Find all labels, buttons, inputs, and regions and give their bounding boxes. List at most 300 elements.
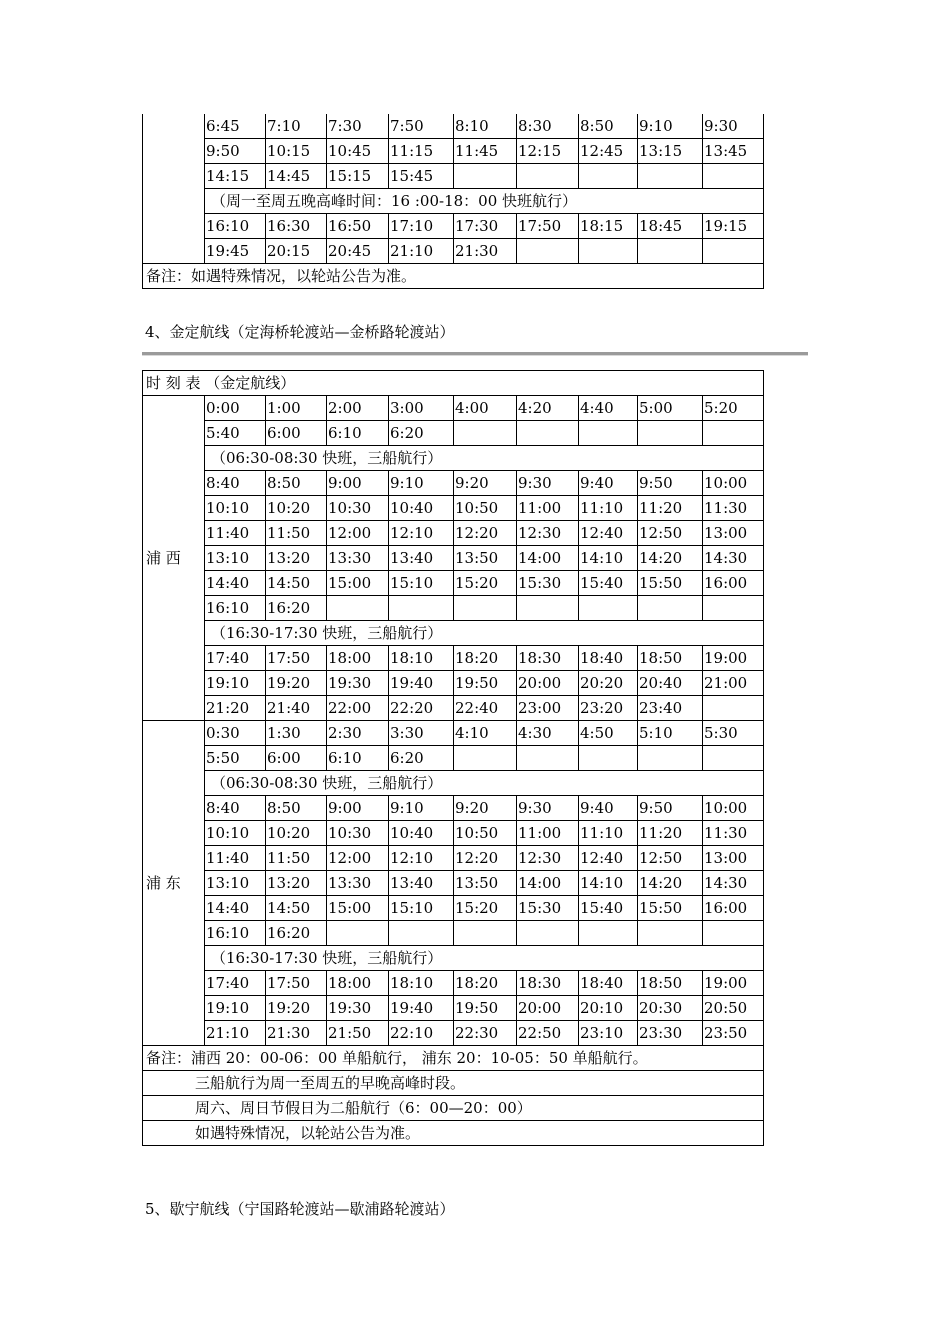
time-cell: 12:50 xyxy=(638,521,703,546)
time-cell xyxy=(454,921,517,946)
time-cell: 14:10 xyxy=(579,871,638,896)
side-label: 浦 东 xyxy=(143,721,205,1046)
time-cell xyxy=(517,596,579,621)
time-cell: 16:10 xyxy=(205,921,266,946)
time-cell: 10:50 xyxy=(454,496,517,521)
time-cell: 16:10 xyxy=(205,596,266,621)
time-cell: 8:40 xyxy=(205,796,266,821)
time-cell xyxy=(517,921,579,946)
side-label: 浦 西 xyxy=(143,396,205,721)
time-cell: 9:20 xyxy=(454,796,517,821)
table-note: 如遇特殊情况，以轮站公告为准。 xyxy=(143,1121,764,1146)
time-cell: 8:30 xyxy=(517,114,579,139)
time-cell: 11:50 xyxy=(266,521,327,546)
time-cell: 9:30 xyxy=(703,114,764,139)
time-cell: 12:10 xyxy=(389,521,454,546)
table-row xyxy=(143,164,764,189)
time-cell: 15:50 xyxy=(638,571,703,596)
time-cell: 22:10 xyxy=(389,1021,454,1046)
time-cell: 5:40 xyxy=(205,421,266,446)
time-cell: 12:15 xyxy=(517,139,579,164)
time-cell: 18:20 xyxy=(454,646,517,671)
table-note: 周六、周日节假日为二船航行（6：00—20：00） xyxy=(143,1096,764,1121)
time-cell: 6:45 xyxy=(205,114,266,139)
time-cell: 12:10 xyxy=(389,846,454,871)
time-cell: 11:50 xyxy=(266,846,327,871)
time-cell xyxy=(454,746,517,771)
time-cell: 8:50 xyxy=(266,471,327,496)
time-cell: 18:00 xyxy=(327,646,389,671)
time-cell: 17:30 xyxy=(454,214,517,239)
time-cell xyxy=(517,421,579,446)
time-cell: 10:30 xyxy=(327,821,389,846)
sub-header: （06:30-08:30 快班，三船航行） xyxy=(205,446,764,471)
time-cell: 18:30 xyxy=(517,646,579,671)
table-row xyxy=(143,1071,764,1096)
time-cell: 19:20 xyxy=(266,671,327,696)
time-cell: 19:15 xyxy=(703,214,764,239)
time-cell: 10:00 xyxy=(703,796,764,821)
table-row xyxy=(143,396,764,421)
time-cell: 8:50 xyxy=(266,796,327,821)
time-cell xyxy=(579,239,638,264)
table-row xyxy=(143,571,764,596)
time-cell: 20:10 xyxy=(579,996,638,1021)
time-cell: 12:20 xyxy=(454,846,517,871)
table-row xyxy=(143,1096,764,1121)
table-row xyxy=(143,721,764,746)
time-cell: 23:20 xyxy=(579,696,638,721)
time-cell: 14:50 xyxy=(266,896,327,921)
time-cell: 7:50 xyxy=(389,114,454,139)
time-cell: 20:15 xyxy=(266,239,327,264)
table-row xyxy=(143,1021,764,1046)
time-cell xyxy=(579,746,638,771)
sub-header: （周一至周五晚高峰时间：16 :00-18：00 快班航行） xyxy=(205,189,764,214)
time-cell: 13:30 xyxy=(327,871,389,896)
time-cell: 20:00 xyxy=(517,671,579,696)
time-cell: 8:10 xyxy=(454,114,517,139)
time-cell xyxy=(579,421,638,446)
time-cell: 4:50 xyxy=(579,721,638,746)
time-cell: 8:50 xyxy=(579,114,638,139)
time-cell: 10:40 xyxy=(389,496,454,521)
time-cell: 12:00 xyxy=(327,846,389,871)
time-cell: 20:30 xyxy=(638,996,703,1021)
time-cell: 14:30 xyxy=(703,546,764,571)
time-cell xyxy=(703,696,764,721)
time-cell: 18:20 xyxy=(454,971,517,996)
time-cell: 10:10 xyxy=(205,496,266,521)
time-cell: 20:40 xyxy=(638,671,703,696)
time-cell: 16:20 xyxy=(266,921,327,946)
sub-header: （16:30-17:30 快班，三船航行） xyxy=(205,946,764,971)
table-row xyxy=(143,896,764,921)
time-cell: 11:20 xyxy=(638,821,703,846)
time-cell: 9:40 xyxy=(579,796,638,821)
time-cell: 11:45 xyxy=(454,139,517,164)
time-cell: 5:50 xyxy=(205,746,266,771)
time-cell: 9:50 xyxy=(638,796,703,821)
table-row xyxy=(143,596,764,621)
time-cell: 14:30 xyxy=(703,871,764,896)
time-cell: 16:30 xyxy=(266,214,327,239)
time-cell xyxy=(454,164,517,189)
time-cell: 19:50 xyxy=(454,671,517,696)
time-cell: 19:10 xyxy=(205,996,266,1021)
horizontal-divider xyxy=(142,352,808,356)
time-cell: 15:20 xyxy=(454,571,517,596)
table-row xyxy=(143,471,764,496)
table-row xyxy=(143,496,764,521)
time-cell: 6:10 xyxy=(327,746,389,771)
time-cell: 13:20 xyxy=(266,871,327,896)
time-cell: 0:00 xyxy=(205,396,266,421)
table-row xyxy=(143,446,764,471)
time-cell: 22:20 xyxy=(389,696,454,721)
time-cell: 9:40 xyxy=(579,471,638,496)
time-cell: 15:30 xyxy=(517,571,579,596)
time-cell: 4:10 xyxy=(454,721,517,746)
table-row xyxy=(143,139,764,164)
time-cell: 14:45 xyxy=(266,164,327,189)
time-cell: 18:30 xyxy=(517,971,579,996)
time-cell: 19:30 xyxy=(327,996,389,1021)
time-cell: 20:20 xyxy=(579,671,638,696)
table-row xyxy=(143,771,764,796)
time-cell: 9:00 xyxy=(327,796,389,821)
table-row xyxy=(143,214,764,239)
sub-header: （06:30-08:30 快班，三船航行） xyxy=(205,771,764,796)
time-cell: 22:40 xyxy=(454,696,517,721)
time-cell: 5:00 xyxy=(638,396,703,421)
time-cell: 9:00 xyxy=(327,471,389,496)
time-cell: 5:30 xyxy=(703,721,764,746)
time-cell: 16:10 xyxy=(205,214,266,239)
time-cell: 9:20 xyxy=(454,471,517,496)
table-row xyxy=(143,546,764,571)
table-row xyxy=(143,746,764,771)
table-row xyxy=(143,421,764,446)
time-cell: 13:00 xyxy=(703,846,764,871)
time-cell: 18:50 xyxy=(638,646,703,671)
time-cell xyxy=(638,921,703,946)
time-cell: 18:45 xyxy=(638,214,703,239)
table-row xyxy=(143,996,764,1021)
time-cell: 3:30 xyxy=(389,721,454,746)
time-cell xyxy=(579,596,638,621)
time-cell: 14:00 xyxy=(517,871,579,896)
time-cell: 15:10 xyxy=(389,896,454,921)
time-cell: 21:30 xyxy=(266,1021,327,1046)
time-cell: 13:10 xyxy=(205,546,266,571)
time-cell: 17:50 xyxy=(517,214,579,239)
time-cell: 15:00 xyxy=(327,571,389,596)
time-cell: 12:45 xyxy=(579,139,638,164)
time-cell: 14:00 xyxy=(517,546,579,571)
time-cell: 23:50 xyxy=(703,1021,764,1046)
time-cell: 17:50 xyxy=(266,646,327,671)
time-cell: 18:40 xyxy=(579,646,638,671)
sub-header: （16:30-17:30 快班，三船航行） xyxy=(205,621,764,646)
time-cell: 13:00 xyxy=(703,521,764,546)
time-cell: 11:10 xyxy=(579,821,638,846)
table-row xyxy=(143,671,764,696)
time-cell: 11:00 xyxy=(517,821,579,846)
time-cell: 14:20 xyxy=(638,871,703,896)
time-cell: 23:00 xyxy=(517,696,579,721)
table-row xyxy=(143,1121,764,1146)
time-cell: 9:30 xyxy=(517,471,579,496)
time-cell: 3:00 xyxy=(389,396,454,421)
table-row xyxy=(143,239,764,264)
table-row xyxy=(143,621,764,646)
time-cell: 6:00 xyxy=(266,746,327,771)
table-title: 时 刻 表 （金定航线） xyxy=(143,371,764,396)
time-cell xyxy=(454,596,517,621)
time-cell: 7:30 xyxy=(327,114,389,139)
time-cell: 11:30 xyxy=(703,821,764,846)
time-cell: 15:50 xyxy=(638,896,703,921)
time-cell: 9:50 xyxy=(638,471,703,496)
time-cell: 23:10 xyxy=(579,1021,638,1046)
time-cell: 6:20 xyxy=(389,746,454,771)
time-cell: 18:50 xyxy=(638,971,703,996)
time-cell: 21:30 xyxy=(454,239,517,264)
time-cell: 17:40 xyxy=(205,971,266,996)
time-cell: 18:00 xyxy=(327,971,389,996)
time-cell: 16:00 xyxy=(703,896,764,921)
time-cell: 7:10 xyxy=(266,114,327,139)
time-cell: 10:40 xyxy=(389,821,454,846)
time-cell xyxy=(703,164,764,189)
time-cell xyxy=(517,746,579,771)
time-cell: 19:40 xyxy=(389,671,454,696)
time-cell: 14:40 xyxy=(205,571,266,596)
time-cell: 10:10 xyxy=(205,821,266,846)
time-cell xyxy=(703,921,764,946)
time-cell: 19:20 xyxy=(266,996,327,1021)
time-cell: 14:20 xyxy=(638,546,703,571)
time-cell: 15:15 xyxy=(327,164,389,189)
time-cell: 13:50 xyxy=(454,871,517,896)
time-cell: 15:40 xyxy=(579,571,638,596)
table-row xyxy=(143,946,764,971)
time-cell: 23:40 xyxy=(638,696,703,721)
time-cell: 19:45 xyxy=(205,239,266,264)
time-cell: 2:30 xyxy=(327,721,389,746)
time-cell: 21:50 xyxy=(327,1021,389,1046)
time-cell: 1:30 xyxy=(266,721,327,746)
section-heading-jinding: 4、金定航线（定海桥轮渡站—金桥路轮渡站） xyxy=(145,323,455,341)
time-cell: 18:40 xyxy=(579,971,638,996)
time-cell xyxy=(517,239,579,264)
time-cell: 12:50 xyxy=(638,846,703,871)
time-cell: 19:10 xyxy=(205,671,266,696)
time-cell: 16:00 xyxy=(703,571,764,596)
time-cell: 12:40 xyxy=(579,521,638,546)
time-cell: 21:10 xyxy=(389,239,454,264)
time-cell: 9:10 xyxy=(389,796,454,821)
table-row xyxy=(143,114,764,139)
time-cell: 12:30 xyxy=(517,846,579,871)
time-cell xyxy=(703,596,764,621)
time-cell: 23:30 xyxy=(638,1021,703,1046)
time-cell: 14:50 xyxy=(266,571,327,596)
time-cell: 20:00 xyxy=(517,996,579,1021)
time-cell: 22:30 xyxy=(454,1021,517,1046)
time-cell: 13:40 xyxy=(389,871,454,896)
time-cell: 6:00 xyxy=(266,421,327,446)
time-cell xyxy=(638,596,703,621)
time-cell: 2:00 xyxy=(327,396,389,421)
time-cell xyxy=(703,239,764,264)
time-cell: 10:15 xyxy=(266,139,327,164)
time-cell: 13:15 xyxy=(638,139,703,164)
time-cell: 14:10 xyxy=(579,546,638,571)
side-label-cell xyxy=(143,114,205,264)
time-cell: 22:00 xyxy=(327,696,389,721)
time-cell xyxy=(454,421,517,446)
time-cell: 11:15 xyxy=(389,139,454,164)
time-cell: 9:30 xyxy=(517,796,579,821)
time-cell: 13:40 xyxy=(389,546,454,571)
time-cell: 11:40 xyxy=(205,846,266,871)
section-heading-xining: 5、歇宁航线（宁国路轮渡站—歇浦路轮渡站） xyxy=(145,1200,455,1218)
time-cell: 15:00 xyxy=(327,896,389,921)
time-cell: 9:10 xyxy=(389,471,454,496)
time-cell: 11:40 xyxy=(205,521,266,546)
timetable-jinding xyxy=(142,370,764,1146)
time-cell: 22:50 xyxy=(517,1021,579,1046)
time-cell: 21:00 xyxy=(703,671,764,696)
time-cell: 4:30 xyxy=(517,721,579,746)
time-cell: 13:10 xyxy=(205,871,266,896)
time-cell: 17:10 xyxy=(389,214,454,239)
time-cell: 5:20 xyxy=(703,396,764,421)
time-cell: 1:00 xyxy=(266,396,327,421)
time-cell xyxy=(638,421,703,446)
time-cell: 19:30 xyxy=(327,671,389,696)
time-cell: 18:10 xyxy=(389,646,454,671)
time-cell: 15:20 xyxy=(454,896,517,921)
time-cell: 4:40 xyxy=(579,396,638,421)
table-row xyxy=(143,264,764,289)
time-cell xyxy=(327,596,389,621)
time-cell: 9:10 xyxy=(638,114,703,139)
time-cell: 13:30 xyxy=(327,546,389,571)
table-row xyxy=(143,646,764,671)
time-cell: 17:50 xyxy=(266,971,327,996)
table-row xyxy=(143,371,764,396)
table-row xyxy=(143,846,764,871)
time-cell xyxy=(638,746,703,771)
time-cell: 5:10 xyxy=(638,721,703,746)
time-cell: 19:50 xyxy=(454,996,517,1021)
time-cell: 6:10 xyxy=(327,421,389,446)
time-cell xyxy=(703,746,764,771)
time-cell: 16:50 xyxy=(327,214,389,239)
time-cell: 13:20 xyxy=(266,546,327,571)
time-cell: 17:40 xyxy=(205,646,266,671)
time-cell: 8:40 xyxy=(205,471,266,496)
time-cell xyxy=(579,921,638,946)
table-row xyxy=(143,521,764,546)
time-cell: 11:20 xyxy=(638,496,703,521)
table-row xyxy=(143,796,764,821)
time-cell: 16:20 xyxy=(266,596,327,621)
time-cell: 11:00 xyxy=(517,496,579,521)
time-cell xyxy=(389,596,454,621)
time-cell: 21:10 xyxy=(205,1021,266,1046)
time-cell: 6:20 xyxy=(389,421,454,446)
time-cell: 4:00 xyxy=(454,396,517,421)
time-cell: 12:20 xyxy=(454,521,517,546)
time-cell: 18:15 xyxy=(579,214,638,239)
time-cell: 13:50 xyxy=(454,546,517,571)
time-cell xyxy=(327,921,389,946)
table-row xyxy=(143,871,764,896)
table-row xyxy=(143,971,764,996)
time-cell: 10:30 xyxy=(327,496,389,521)
table-row xyxy=(143,921,764,946)
time-cell: 20:50 xyxy=(703,996,764,1021)
time-cell: 21:20 xyxy=(205,696,266,721)
time-cell: 19:00 xyxy=(703,646,764,671)
time-cell: 12:40 xyxy=(579,846,638,871)
table-note: 备注：如遇特殊情况，以轮站公告为准。 xyxy=(143,264,764,289)
table-row xyxy=(143,696,764,721)
time-cell: 19:00 xyxy=(703,971,764,996)
time-cell: 4:20 xyxy=(517,396,579,421)
time-cell: 21:40 xyxy=(266,696,327,721)
time-cell: 10:45 xyxy=(327,139,389,164)
time-cell: 12:30 xyxy=(517,521,579,546)
table-row xyxy=(143,189,764,214)
table-row xyxy=(143,821,764,846)
time-cell: 18:10 xyxy=(389,971,454,996)
time-cell: 15:40 xyxy=(579,896,638,921)
time-cell xyxy=(389,921,454,946)
time-cell: 10:20 xyxy=(266,821,327,846)
time-cell: 10:50 xyxy=(454,821,517,846)
time-cell: 15:10 xyxy=(389,571,454,596)
time-cell: 15:30 xyxy=(517,896,579,921)
table-note: 三船航行为周一至周五的早晚高峰时段。 xyxy=(143,1071,764,1096)
table-note: 备注：浦西 20：00-06：00 单船航行， 浦东 20：10-05：50 单船航行。 xyxy=(143,1046,764,1071)
time-cell xyxy=(579,164,638,189)
timetable-continued xyxy=(142,114,764,289)
time-cell: 11:30 xyxy=(703,496,764,521)
time-cell: 9:50 xyxy=(205,139,266,164)
time-cell: 15:45 xyxy=(389,164,454,189)
time-cell: 12:00 xyxy=(327,521,389,546)
time-cell: 14:40 xyxy=(205,896,266,921)
time-cell: 10:20 xyxy=(266,496,327,521)
time-cell xyxy=(638,239,703,264)
time-cell: 0:30 xyxy=(205,721,266,746)
time-cell: 14:15 xyxy=(205,164,266,189)
time-cell xyxy=(703,421,764,446)
time-cell: 11:10 xyxy=(579,496,638,521)
time-cell xyxy=(638,164,703,189)
time-cell: 20:45 xyxy=(327,239,389,264)
time-cell: 10:00 xyxy=(703,471,764,496)
time-cell: 19:40 xyxy=(389,996,454,1021)
table-row xyxy=(143,1046,764,1071)
time-cell xyxy=(517,164,579,189)
time-cell: 13:45 xyxy=(703,139,764,164)
